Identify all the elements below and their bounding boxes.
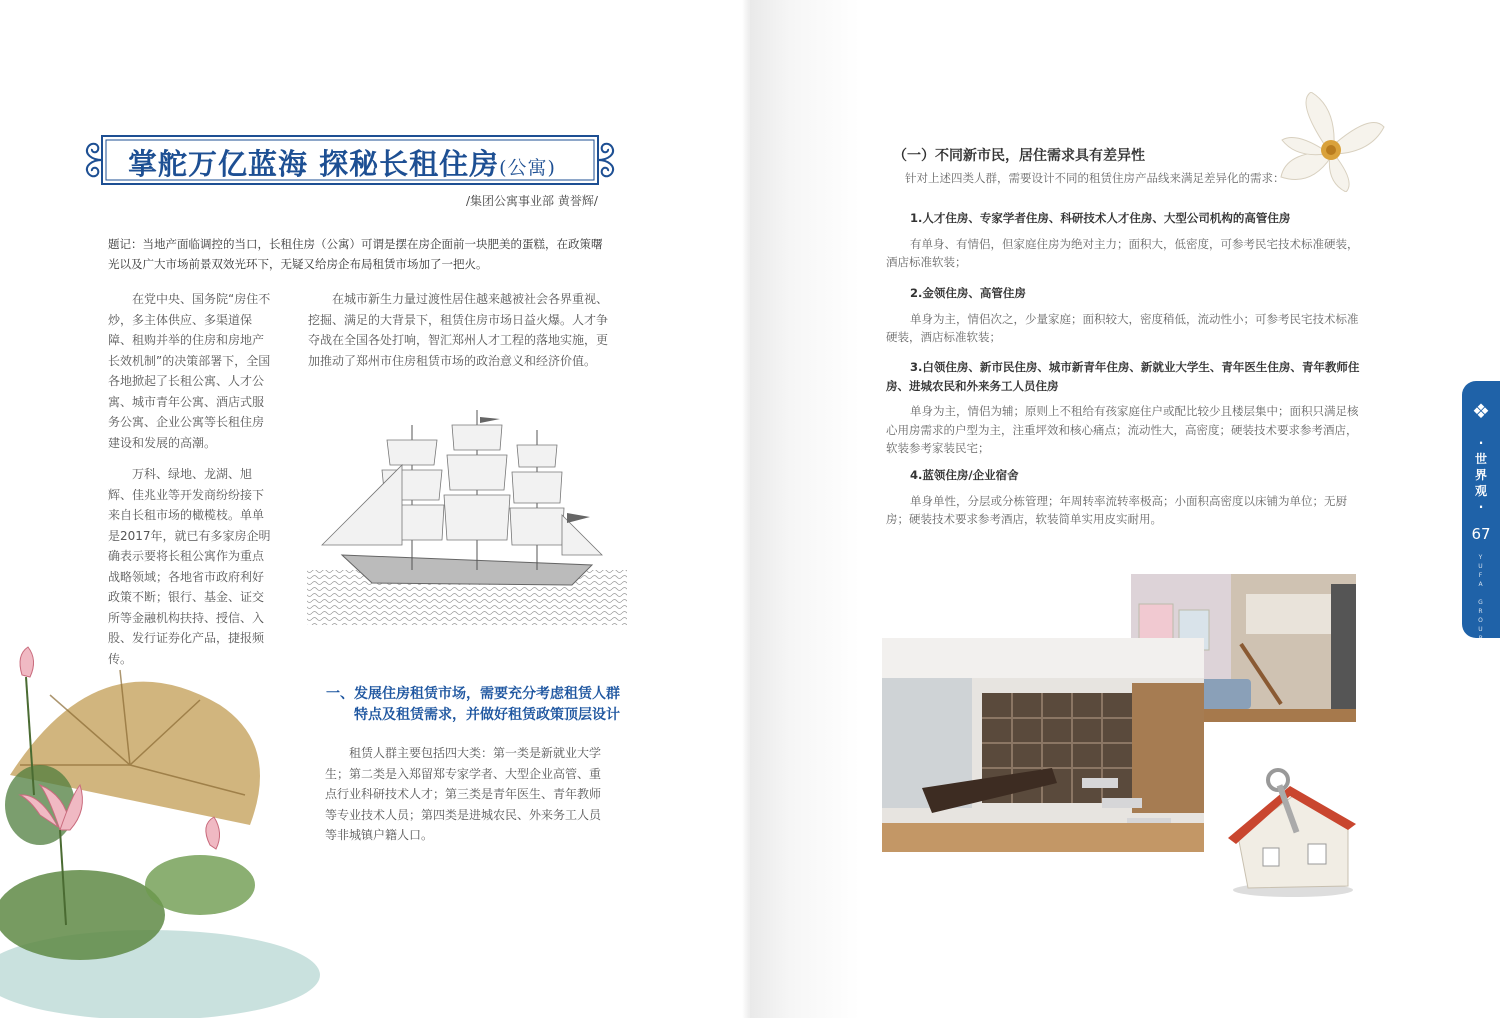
paragraph: 在党中央、国务院“房住不炒，多主体供应、多渠道保障、租购并举的住房和房地产长效机制”的决策部署下，全国各地掀起了长租公寓、人才公寓、城市青年公寓、酒店式服务公寓、企业公寓等长租住房建设和发展的高潮。 (108, 292, 271, 450)
reading-room-photo (882, 638, 1204, 852)
left-page (0, 0, 750, 1018)
page-number: 67 (1471, 525, 1491, 543)
requirement-item-2 (886, 284, 1364, 347)
section-label: · 世 界 观 · (1474, 436, 1487, 514)
paragraph: 在城市新生力量过渡性居住越来越被社会各界重视、挖掘、满足的大背景下，租赁住房市场日益火爆。人才争夺战在全国各处打响，智汇郑州人才工程的落地实施，更加推动了郑州市住房租赁市场的政治意义和经济价值。 (308, 292, 609, 368)
section-1-heading-line2: 特点及租赁需求，并做好租赁政策顶层设计 (354, 707, 620, 723)
requirement-title: 4.蓝领住房/企业宿舍 (910, 468, 1019, 482)
requirement-title: 2.金领住房、高管住房 (910, 286, 1026, 300)
requirement-text: 单身单性，分层或分栋管理；年周转率流转率极高；小面积高密度以床铺为单位；无厨房；硬装技术要求参考酒店，软装简单实用皮实耐用。 (886, 493, 1347, 526)
requirement-text: 有单身、有情侣，但家庭住房为绝对主力；面积大，低密度，可参考民宅技术标准硬装，酒店标准软装； (886, 236, 1359, 269)
article-title (128, 142, 556, 183)
brand-logo-icon: ❖ (1472, 399, 1490, 423)
paragraph: 万科、绿地、龙湖、旭辉、佳兆业等开发商纷纷接下来自长租市场的橄榄枝。单单是2017年，就已有多家房企明确表示要将长租公寓作为重点战略领域；各地省市政府利好政策不断；银行、基金、证交所等金融机构扶持、授信、入股、发行证券化产品，捷报频传。 (108, 467, 271, 666)
article-title-suffix: (公寓) (499, 157, 556, 179)
section-1-heading (290, 684, 620, 726)
umbrella-lotus-illustration (0, 645, 330, 1018)
right-intro: 针对上述四类人群，需要设计不同的租赁住房产品线来满足差异化的需求： (905, 171, 1285, 185)
section-1-body (325, 743, 611, 846)
epigraph: 题记：当地产面临调控的当口，长租住房（公寓）可谓是摆在房企面前一块肥美的蛋糕，在政策曙光以及广大市场前景双效光环下，无疑又给房企布局租赁市场加了一把火。 (108, 237, 603, 271)
requirement-text: 单身为主，情侣为辅；原则上不租给有孩家庭住户或配比较少且楼层集中；面积只满足核心用房需求的户型为主，注重坪效和核心痛点；流动性大，高密度；硬装技术要求参考酒店，软装参考家装民宅； (886, 404, 1359, 455)
body-column-2 (308, 289, 610, 382)
author-byline: /集团公寓事业部 黄誉辉/ (466, 194, 598, 208)
house-key-illustration (1218, 766, 1368, 898)
article-title-main: 掌舵万亿蓝海 探秘长租住房 (128, 147, 500, 181)
requirement-title: 1.人才住房、专家学者住房、科研技术人才住房、大型公司机构的高管住房 (910, 211, 1291, 225)
requirement-item-3 (886, 358, 1364, 458)
brand-name: Y U F A G R O U P (1478, 554, 1484, 642)
right-section-heading: （一）不同新市民，居住需求具有差异性 (893, 148, 1145, 164)
paragraph: 租赁人群主要包括四大类：第一类是新就业大学生；第二类是入郑留郑专家学者、大型企业高管、重点行业科研技术人才；第三类是青年医生、青年教师等专业技术人员；第四类是进城农民、外来务工人员等非城镇户籍人口。 (325, 746, 602, 842)
requirement-text: 单身为主，情侣次之，少量家庭；面积较大，密度稍低，流动性小；可参考民宅技术标准硬装，酒店标准软装； (886, 311, 1359, 344)
requirement-item-1 (886, 209, 1364, 272)
requirement-item-4 (886, 466, 1364, 529)
section-side-tab (1462, 381, 1500, 642)
requirement-title: 3.白领住房、新市民住房、城市新青年住房、新就业大学生、青年医生住房、青年教师住房、进城农民和外来务工人员住房 (886, 360, 1360, 393)
body-column-1 (108, 289, 274, 680)
section-1-heading-line1: 一、发展住房租赁市场，需要充分考虑租赁人群 (326, 686, 620, 702)
sailing-ship-illustration (302, 405, 632, 627)
